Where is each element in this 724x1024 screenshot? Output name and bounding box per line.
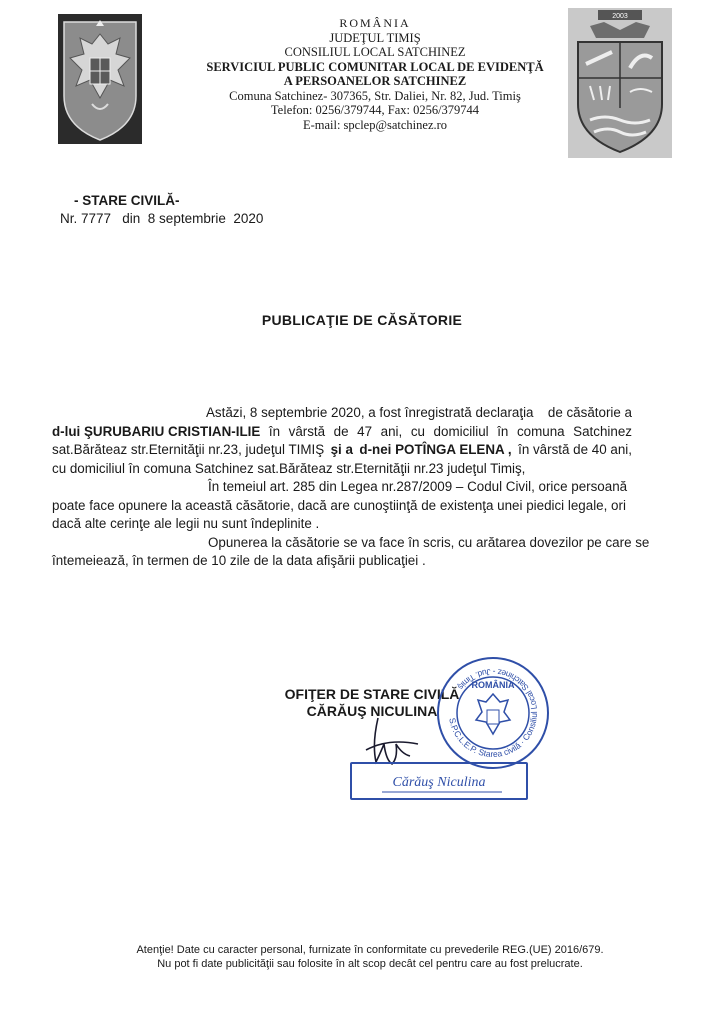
document-title: PUBLICAŢIE DE CĂSĂTORIE (261, 312, 463, 328)
paragraph-3-line-1: Opunerea la căsătorie se va face în scris, cu arătarea dovezilor pe care se (208, 534, 650, 550)
registry-number: Nr. 7777 din 8 septembrie 2020 (60, 211, 264, 226)
signatory-name: CĂRĂUŞ NICULINA (306, 703, 438, 719)
gdpr-notice-line1: Atenţie! Date cu caracter personal, furnizate în conformitate cu prevederile REG.(UE) 2016/679. (136, 944, 604, 956)
text-word: 47 (357, 423, 373, 439)
text-word: vârstă (288, 423, 326, 439)
registry-reference (60, 192, 263, 228)
institution-email: E-mail: spclep@satchinez.ro (302, 117, 448, 132)
text-word: în (268, 423, 281, 439)
svg-text:Cărăuş Niculina: Cărăuş Niculina (392, 775, 486, 790)
signatory-role: OFIŢER DE STARE CIVILĂ (284, 686, 460, 702)
text-word: de (333, 423, 349, 439)
paragraph-1-line-1 (52, 404, 632, 423)
text-word: Satchinez (573, 423, 632, 439)
text-segment: Astăzi, 8 septembrie 2020, a fost înregistrată declaraţia (206, 405, 534, 420)
paragraph-3-line-2: întemeiează, în termen de 10 zile de la data afişării publicaţiei . (52, 553, 426, 568)
romania-coat-of-arms (58, 14, 142, 144)
country-name: ROMÂNIA (339, 16, 411, 30)
paragraph-1-line-3 (52, 441, 632, 460)
satchinez-coat-of-arms (568, 8, 672, 158)
groom-name: d-lui ŞURUBARIU CRISTIAN-ILIE (52, 423, 261, 439)
text-word: cu (410, 423, 425, 439)
text-word: comuna (516, 423, 565, 439)
registry-section: - STARE CIVILĂ- (74, 193, 180, 208)
paragraph-2-line-3: dacă alte cerinţe ale legii nu sunt îndeplinite . (52, 516, 320, 531)
groom-address: sat.Bărăteaz str.Eternităţii nr.23, judeţul TIMIŞ (52, 442, 325, 457)
crest-caption: 2003 (612, 13, 628, 20)
text-word: în (497, 423, 509, 439)
paragraph-1-line-4: cu domiciliul în comuna Satchinez sat.Bărăteaz str.Eternităţii nr.23 judeţul Timiş, (52, 460, 526, 476)
announcement-body (52, 404, 650, 571)
council-name: CONSILIUL LOCAL SATCHINEZ (284, 45, 466, 59)
gdpr-notice (60, 943, 680, 971)
service-name-line2: A PERSOANELOR SATCHINEZ (283, 74, 467, 88)
conjunction: şi a (330, 442, 353, 457)
text-word: domiciliul (433, 423, 489, 439)
text-segment: de căsătorie a (547, 405, 632, 420)
svg-text:S.P.C.L.E.P. Starea civilă · C: S.P.C.L.E.P. Starea civilă · Consiliul Local Satchinez - Jud. Timiş (447, 666, 540, 760)
bride-age: în vârstă de 40 ani, (518, 442, 632, 457)
institution-address: Comuna Satchinez- 307365, Str. Daliei, Nr. 82, Jud. Timiş (229, 88, 521, 103)
text-word: ani, (380, 423, 403, 439)
paragraph-2-line-2: poate face opunere la această căsătorie, dacă are cunoştiinţă de existenţa unei piedici legale, ori (52, 497, 626, 513)
institution-header (180, 16, 570, 132)
institution-phone: Telefon: 0256/379744, Fax: 0256/379744 (270, 103, 480, 117)
county-name: JUDEŢUL TIMIŞ (329, 30, 421, 45)
svg-text:ROMÂNIA: ROMÂNIA (471, 680, 515, 690)
name-stamp (350, 762, 528, 800)
bride-name: d-nei POTÎNGA ELENA , (359, 442, 512, 457)
paragraph-2-line-1: În temeiul art. 285 din Legea nr.287/2009 – Codul Civil, orice persoană (208, 479, 628, 494)
official-round-stamp (434, 654, 552, 772)
gdpr-notice-line2: Nu pot fi date publicităţii sau folosite în alt scop decât cel pentru care au fost prelucrate. (157, 958, 583, 970)
paragraph-1-line-2 (52, 423, 632, 442)
service-name-line1: SERVICIUL PUBLIC COMUNITAR LOCAL DE EVIDENŢĂ (206, 59, 544, 74)
name-stamp-graphic (352, 764, 526, 798)
